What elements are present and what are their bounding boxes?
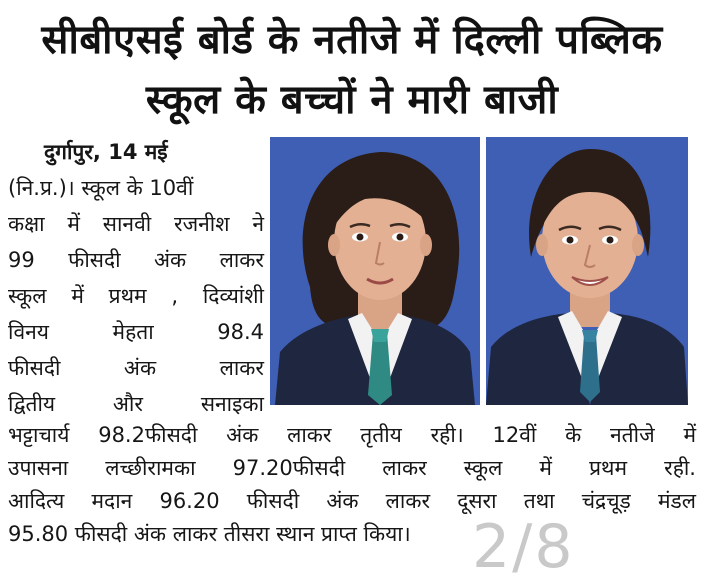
word: मेहता — [112, 320, 154, 344]
intro-line — [8, 314, 264, 350]
intro-column — [8, 134, 264, 422]
intro-line — [8, 386, 264, 422]
word: द्वितीय — [8, 392, 56, 416]
word: में — [683, 423, 696, 447]
word: सनाइका — [200, 392, 264, 416]
word: लाकर — [385, 489, 431, 513]
word: सानवी — [102, 212, 152, 236]
body-line — [8, 485, 696, 518]
student-portrait-right — [486, 137, 688, 405]
intro-line — [8, 350, 264, 386]
headline-line-1: सीबीएसई बोर्ड के नतीजे में दिल्ली पब्लिक — [41, 17, 663, 63]
word: 96.20 — [159, 489, 220, 513]
body-line: 95.80 फीसदी अंक लाकर तीसरा स्थान प्राप्त किया। — [8, 522, 411, 546]
word: में — [71, 284, 84, 308]
word: लाकर — [287, 423, 332, 447]
student-photo-right — [486, 137, 688, 405]
word: प्रथम — [108, 284, 147, 308]
body-line — [8, 419, 696, 452]
headline-line-2: स्कूल के बच्चों ने मारी बाजी — [145, 77, 559, 123]
word: रजनीश — [173, 212, 230, 236]
page-watermark: 2/8 — [472, 512, 575, 582]
word: लाकर — [219, 356, 264, 380]
word: नतीजे — [610, 423, 655, 447]
word: अंक — [326, 489, 359, 513]
word: 98.2फीसदी — [98, 423, 198, 447]
word: भट्टाचार्य — [8, 423, 70, 447]
word: , — [171, 284, 179, 308]
word: अंक — [154, 248, 187, 272]
word: में — [539, 456, 552, 480]
word: उपासना — [8, 456, 69, 480]
intro-line — [8, 242, 264, 278]
word: में — [67, 212, 80, 236]
word: मंडल — [657, 489, 696, 513]
word: 12वीं — [492, 423, 537, 447]
word: मदान — [91, 489, 133, 513]
word: दिव्यांशी — [202, 284, 264, 308]
word: 97.20फीसदी — [232, 456, 346, 480]
body-line — [8, 452, 696, 485]
word: दूसरा — [457, 489, 497, 513]
word: तृतीय — [360, 423, 402, 447]
student-portrait-left — [270, 137, 480, 405]
word: ने — [252, 212, 264, 236]
word: रही। — [430, 423, 464, 447]
word: फीसदी — [8, 356, 61, 380]
article-body — [8, 419, 696, 551]
word: लच्छीरामका — [105, 456, 196, 480]
word: फीसदी — [246, 489, 300, 513]
word: के — [565, 423, 582, 447]
intro-line — [8, 206, 264, 242]
word: विनय — [8, 320, 49, 344]
student-photo-left — [270, 137, 480, 405]
intro-line: (नि.प्र.)। स्कूल के 10वीं — [8, 176, 194, 200]
intro-line — [8, 278, 264, 314]
dateline: दुर्गापुर, 14 मई — [44, 140, 168, 164]
word: आदित्य — [8, 489, 65, 513]
word: कक्षा — [8, 212, 45, 236]
word: स्कूल — [463, 456, 503, 480]
word: रही. — [664, 456, 696, 480]
word: अंक — [123, 356, 157, 380]
word: तथा — [523, 489, 555, 513]
word: और — [112, 392, 143, 416]
word: अंक — [226, 423, 259, 447]
word: प्रथम — [589, 456, 628, 480]
word: स्कूल — [8, 284, 47, 308]
word: चंद्रचूड़ — [581, 489, 631, 513]
word: 98.4 — [217, 320, 264, 344]
word: लाकर — [382, 456, 427, 480]
word: लाकर — [219, 248, 264, 272]
word: फीसदी — [68, 248, 121, 272]
word: 99 — [8, 248, 35, 272]
